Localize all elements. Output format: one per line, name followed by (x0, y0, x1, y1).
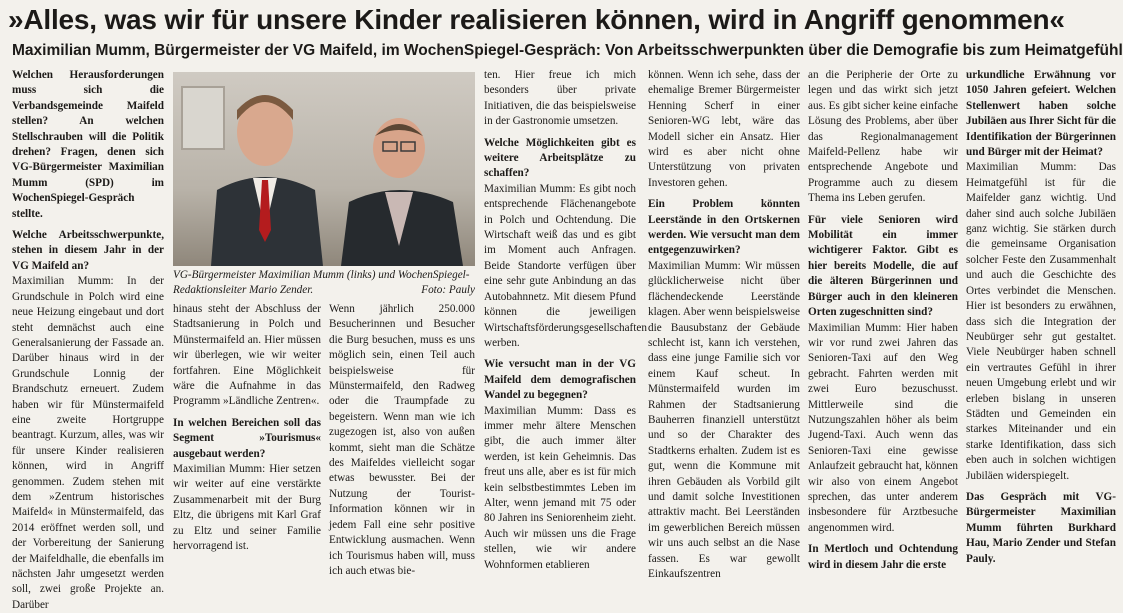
headline: »Alles, was wir für unsere Kinder realisieren können, wird in Angriff genommen« (8, 4, 1065, 35)
answer-paragraph: Maximilian Mumm: Hier haben wir vor rund zwei Jahren das Senioren-Taxi auf den Weg gebracht. Fahrten werden mit zwei Euro bezuschusst. Mittlerweile sind die Nutzungszahlen höher als beim Jugend-Taxi. Auch wenn das Senioren-Taxi eine gewisse Anlaufzeit gebraucht hat, können wir also von einem Angebot sprechen, das unter anderem insbesondere für Arztbesuche angenommen wird. (808, 321, 958, 534)
answer-paragraph: an die Peripherie der Orte zu legen und das wirkt sich jetzt aus. Es gibt sicher keine einfache Lösung des Problems, aber über das Regionalmanagement Maifeld-Pellenz habe wir entsprechende Angebote und Programme auch zu diesem Thema ins Leben gerufen. (808, 69, 958, 205)
question-paragraph: Welche Möglichkeiten gibt es weitere Arbeitsplätze zu schaffen? (484, 136, 636, 180)
answer-paragraph: können. Wenn ich sehe, dass der ehemalige Bremer Bürgermeister Henning Scherf in einer Senioren-WG lebt, wäre das Modell sicher ein Ansatz. Hier wird es aber nicht ohne Unterstützung von privaten Investoren gehen. (648, 69, 800, 189)
answer-paragraph: Maximilian Mumm: In der Grundschule in Polch wird eine neue Heizung eingebaut und dort steht demnächst auch eine Generalsanierung der Fassade an. Darüber hinaus wird in der Grundschule Lonnig der Brandschutz erneuert. Zudem haben wir für Münstermaifeld eine zweite Hortgruppe beantragt. Kurzum, alles, was wir für unsere Kinder realisieren können, wird in Angriff genommen. Zudem stehen mit dem »Zentrum historisches Maifeld« in Münstermaifeld, das 2014 eröffnet werden soll, und der Vorbereitung der Sanierung der Maifeldhalle, die ebenfalls im nächsten Jahr umgesetzt werden soll, zwei große Projekte an. Darüber (12, 275, 164, 611)
question-paragraph: Ein Problem könnten Leerstände in den Ortskernen werden. Wie versucht man dem entgegenzuwirken? (648, 198, 800, 257)
question-paragraph: Welchen Herausforderungen muss sich die Verbandsgemeinde Maifeld stellen? An welchen Stellschrauben will die Politik drehen? Fragen, denen sich VG-Bürgermeister Maximilian Mumm (SPD) im WochenSpiegel-Gespräch stellte. (12, 69, 164, 220)
article-column-5 (648, 68, 800, 580)
article-column-4 (484, 68, 647, 571)
caption-text: VG-Bürgermeister Maximilian Mumm (links) und WochenSpiegel-Redaktionsleiter Mario Zender. (173, 269, 470, 297)
answer-paragraph: Maximilian Mumm: Dass es immer mehr ältere Menschen gibt, die auch immer älter werden, ist kein Geheimnis. Das freut uns alle, aber es ist für mich kein selbstbestimmtes Leben im Alter, wenn jemand mit 75 oder 80 Jahren ins Seniorenheim zieht. Auch wir müssen uns die Frage stellen, wie wir andere Wohnformen etablieren (484, 404, 636, 571)
article-column-2 (173, 302, 321, 554)
person-zender-image (341, 106, 467, 266)
question-paragraph: Welche Arbeitsschwerpunkte, stehen in diesem Jahr in der VG Maifeld an? (12, 229, 164, 272)
answer-paragraph: Wenn jährlich 250.000 Besucherinnen und Besucher die Burg besuchen, muss es uns möglich sein, einen Teil auch beispielsweise für Münstermaifeld, den Radweg oder die Traumpfade zu begeistern. Wenn man wie ich zugezogen ist, also von außen kommt, sieht man die Schätze des Maifeldes vielleicht sogar etwas bewusster. Bei der Nutzung der Tourist-Information können wir in jedem Fall eine sehr positive Entwicklung ausmachen. Wenn ich Tourismus haben will, muss ich auch etwas bie- (329, 303, 475, 577)
question-paragraph: In Mertloch und Ochtendung wird in diesem Jahr die erste (808, 543, 958, 571)
question-paragraph: Für viele Senioren wird Mobilität ein immer wichtigerer Faktor. Gibt es hier bereits Modelle, die auf die älteren Bürgerinnen und Bürger auch in den kleineren Orten zugeschnitten sind? (808, 213, 958, 319)
answer-paragraph: Maximilian Mumm: Wir müssen glücklicherweise nicht über flächendeckende Leerstände klagen. Aber wenn beispielsweise die Bausubstanz der Gebäude schlecht ist, kann ich verstehen, dass eine junge Familie sich vor einem Kauf scheut. In Münstermaifeld wurden im Rahmen der Stadtsanierung Bauherren finanziell unterstützt und so der Charakter des Stadtkerns erhalten. Zudem ist es gut, wenn die Kommune mit ihren Gebäuden als Vorbild gilt und damit solche Investitionen attraktiv macht. Bei Leerständen im gewerblichen Bereich müssen wir uns auch selbst an die Nase fassen. Es war gewollt Einkaufszentren (648, 259, 800, 580)
article-column-6 (808, 68, 958, 571)
question-paragraph: Wie versucht man in der VG Maifeld dem demografischen Wandel zu begegnen? (484, 358, 636, 402)
article-column-7 (966, 68, 1116, 565)
answer-paragraph: hinaus steht der Abschluss der Stadtsanierung in Polch und Münstermaifeld an. Hier müssen wir überlegen, wie wir weiter fortfahren. Eine Möglichkeit wäre die Aufnahme in das Programm »Ländliche Zentren«. (173, 303, 321, 408)
article-column-1 (12, 68, 164, 611)
person-mumm-image (207, 80, 327, 266)
answer-paragraph: ten. Hier freue ich mich besonders über private Initiativen, die das beispielsweise in der Gastronomie umsetzen. (484, 69, 636, 128)
answer-paragraph: Maximilian Mumm: Hier setzen wir weiter auf eine verstärkte Zusammenarbeit mit der Burg Eltz, die übrigens mit Karl Graf zu Eltz und seiner Familie hervorragend ist. (173, 463, 321, 553)
question-paragraph: In welchen Bereichen soll das Segment »Tourismus« ausgebaut werden? (173, 416, 321, 460)
interview-photo (173, 72, 475, 266)
answer-paragraph: Maximilian Mumm: Das Heimatgefühl ist für die Maifelder ganz wichtig. Und daher sind auch solche Jubiläen ganz wichtig. Sie stärken durch die gemeinsame Organisation solcher Feste den Zusammenhalt und auch die Geschichte des Ortes verbindet die Menschen. Hier ist besonders zu erwähnen, dass sich die Integration der Neubürger sehr gut gestaltet. Viele Neubürger haben schnell ein vertrautes Gefühl in ihrer neuen Umgebung erlebt und wir erleben bislang in unseren Städten und Gemeinden ein starkes Miteinander und ein starke Identifikation, dass sich eben auch in solchen wichtigen Jubiläen widerspiegelt. (966, 161, 1116, 482)
photo-credit: Foto: Pauly (421, 284, 475, 297)
article-column-3 (329, 302, 475, 577)
answer-paragraph: Maximilian Mumm: Es gibt noch entsprechende Flächenangebote in Polch und Ochtendung. Die Wirtschaft weiß das und es gibt im Moment auch Anfragen. Beide Standorte verfügen über eine sehr gute Anbindung an das Autobahnnetz. Mit diesem Pfund können die jeweiligen Wirtschaftsförderungsgesellschaften werben. (484, 182, 647, 349)
question-paragraph: urkundliche Erwähnung vor 1050 Jahren gefeiert. Welchen Stellenwert haben solche Jubiläen aus Ihrer Sicht für die Identifikation der Bürgerinnen und Bürger mit der Heimat? (966, 69, 1116, 159)
photo-caption (173, 268, 475, 299)
subhead: Maximilian Mumm, Bürgermeister der VG Maifeld, im WochenSpiegel-Gespräch: Von Arbeitsschwerpunkten über die Demografie bis zum Heimatgefühl (12, 42, 1123, 59)
question-paragraph: Das Gespräch mit VG-Bürgermeister Maximilian Mumm führten Burkhard Hau, Mario Zender und Stefan Pauly. (966, 490, 1116, 565)
